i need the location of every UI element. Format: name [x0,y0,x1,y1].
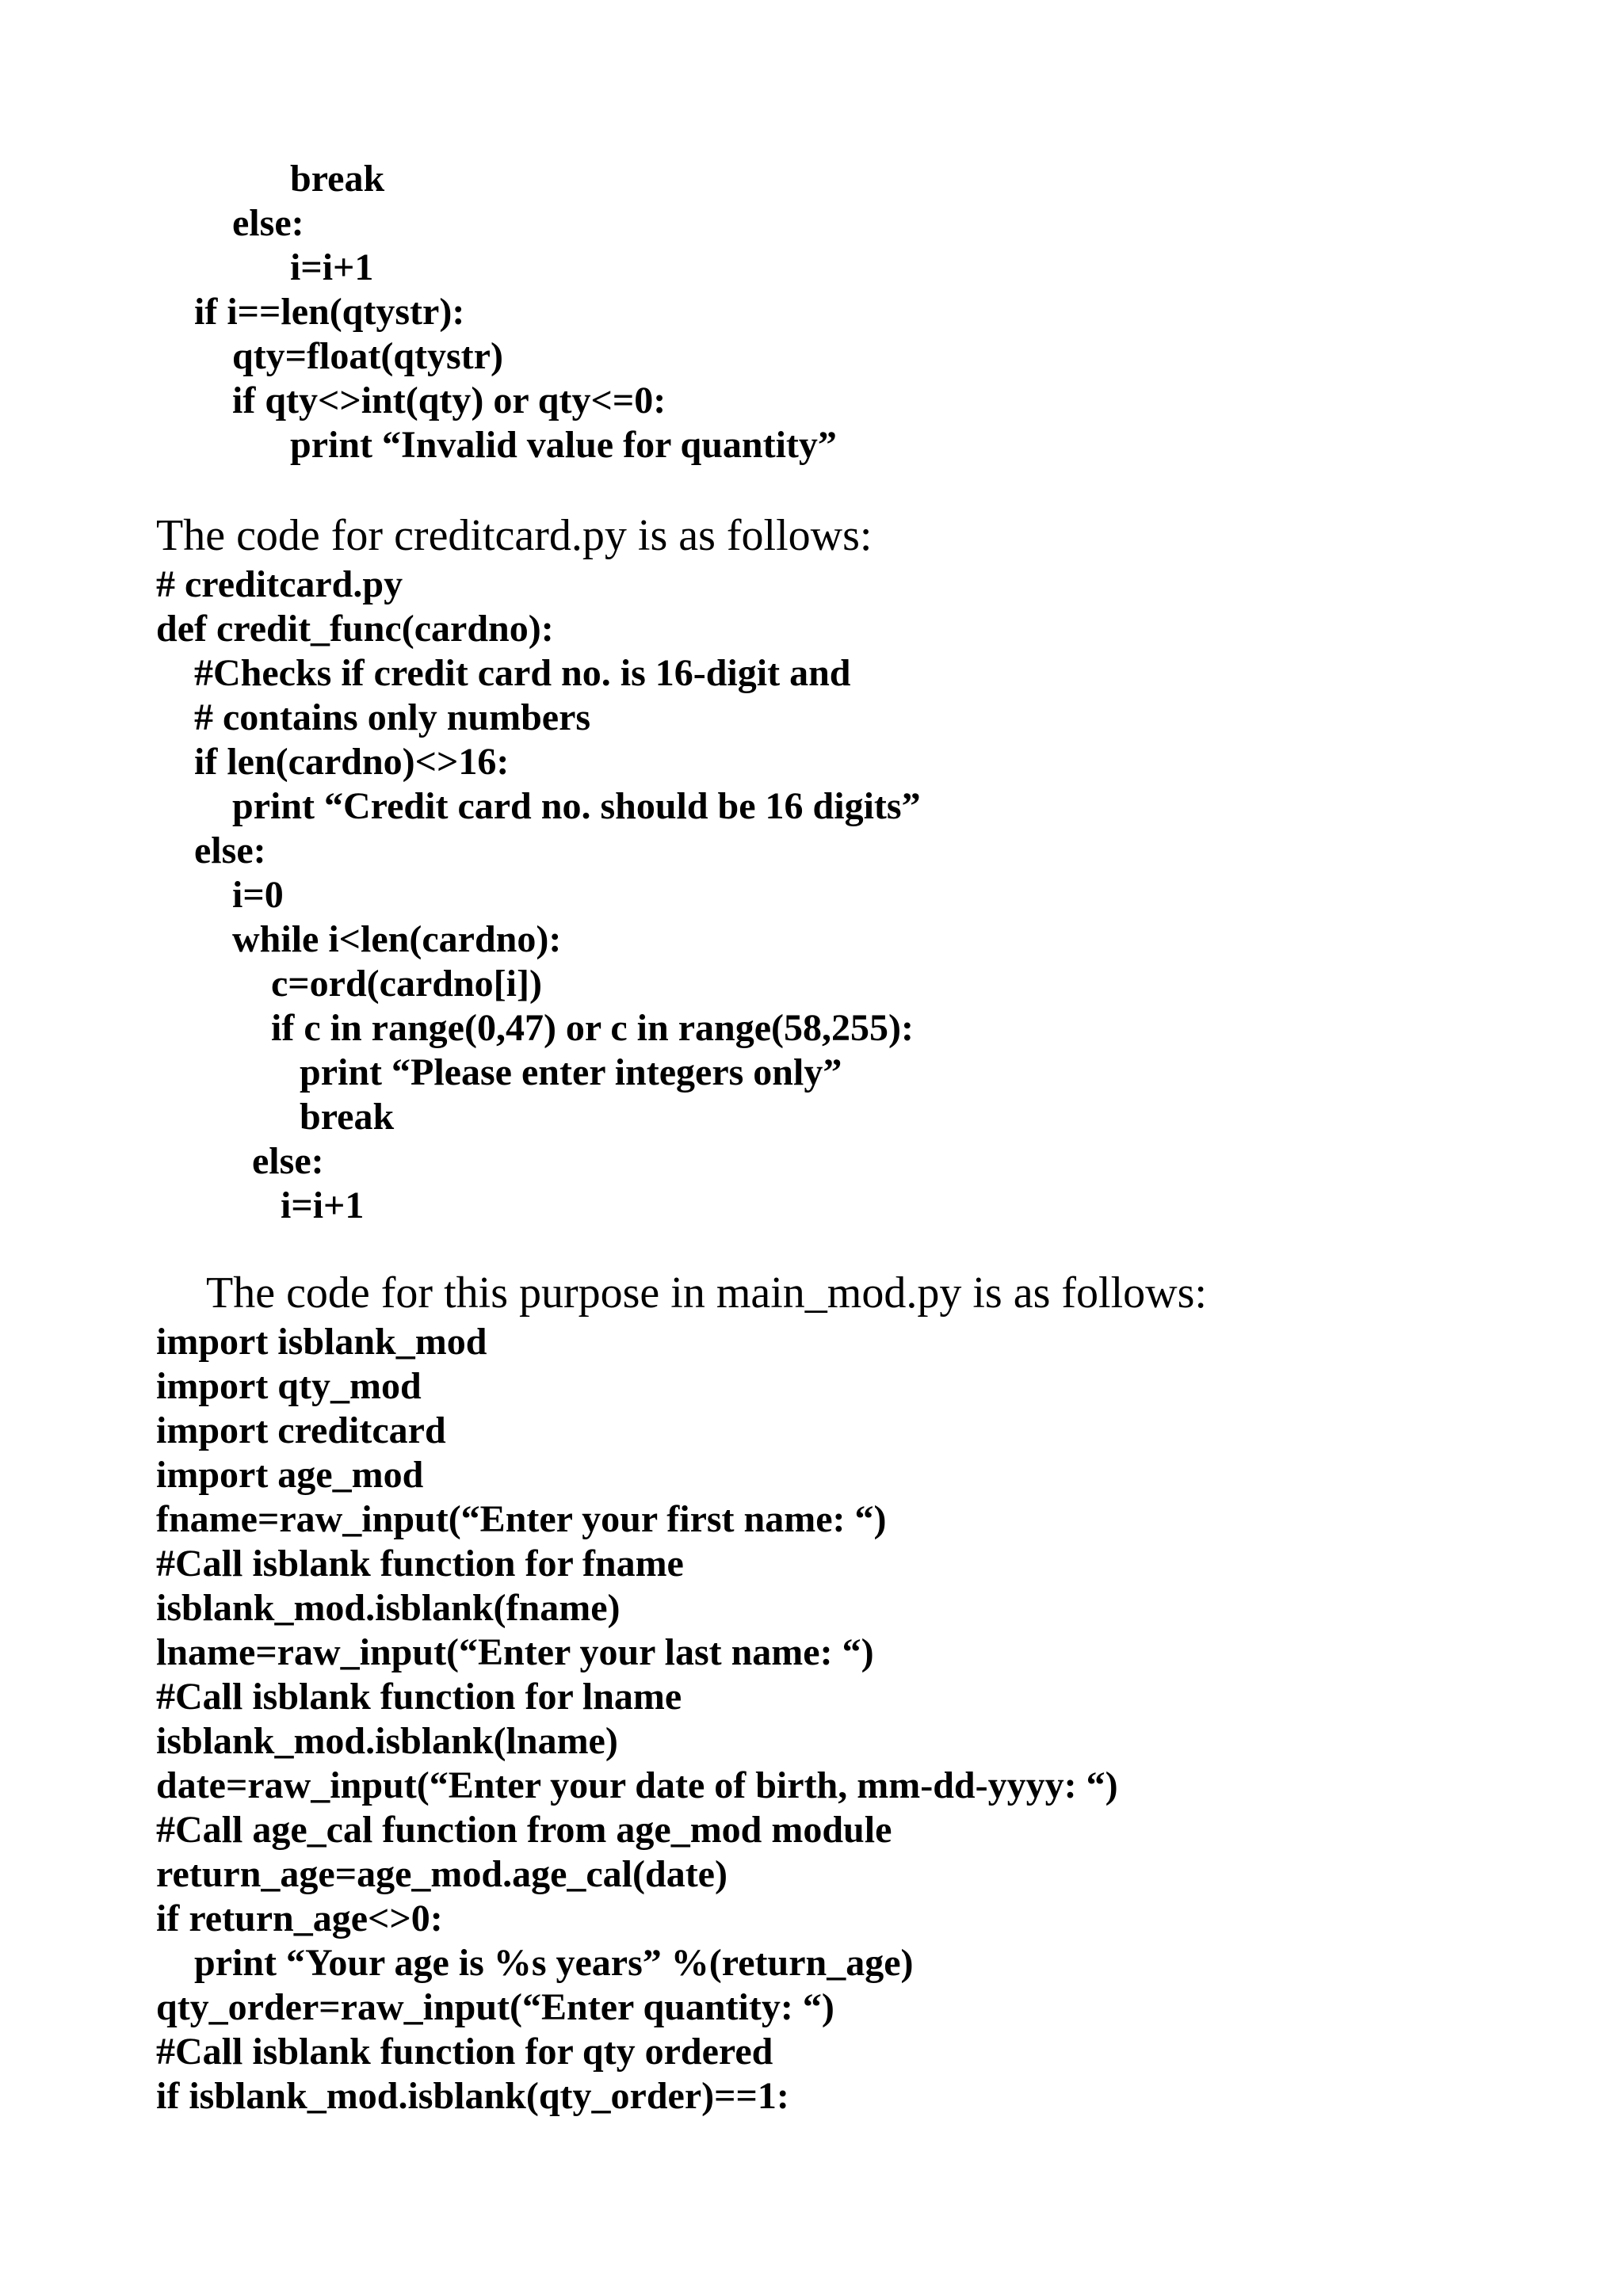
code-line: else: [252,1140,324,1182]
code-line: #Call isblank function for lname [156,1676,682,1718]
code-line: # contains only numbers [194,696,591,738]
code-line: break [300,1096,395,1138]
code-line: if isblank_mod.isblank(qty_order)==1: [156,2075,789,2117]
code-line: def credit_func(cardno): [156,608,554,650]
code-line: #Checks if credit card no. is 16-digit and [194,652,851,694]
code-line: import qty_mod [156,1365,422,1407]
code-line: if len(cardno)<>16: [194,741,510,783]
code-line: #Call isblank function for fname [156,1543,684,1585]
code-line: qty=float(qtystr) [232,335,503,377]
code-line: print “Please enter integers only” [300,1051,842,1093]
code-line: print “Your age is %s years” %(return_age) [194,1942,914,1984]
code-line: print “Invalid value for quantity” [290,424,837,466]
code-line: isblank_mod.isblank(fname) [156,1587,621,1629]
code-line: if qty<>int(qty) or qty<=0: [232,379,666,421]
code-line: else: [232,202,304,244]
code-line: if return_age<>0: [156,1897,443,1939]
code-line: fname=raw_input(“Enter your first name: “) [156,1498,887,1540]
code-line: i=i+1 [281,1184,365,1226]
code-line: print “Credit card no. should be 16 digits” [232,785,921,827]
code-line: import creditcard [156,1409,446,1451]
code-line: else: [194,830,266,871]
section-intro-main-mod: The code for this purpose in main_mod.py is as follows: [206,1268,1207,1318]
code-line: date=raw_input(“Enter your date of birth, mm-dd-yyyy: “) [156,1764,1118,1806]
code-line: if i==len(qtystr): [194,291,465,333]
section-intro-creditcard: The code for creditcard.py is as follows: [156,511,873,560]
code-line: i=0 [232,874,284,916]
code-line: while i<len(cardno): [232,918,562,960]
code-line: c=ord(cardno[i]) [271,963,542,1005]
code-line: if c in range(0,47) or c in range(58,255): [271,1007,914,1049]
code-line: # creditcard.py [156,563,403,605]
code-line: return_age=age_mod.age_cal(date) [156,1853,727,1895]
code-line: import age_mod [156,1454,424,1496]
code-line: break [290,158,385,200]
code-line: #Call age_cal function from age_mod module [156,1809,892,1851]
code-line: qty_order=raw_input(“Enter quantity: “) [156,1986,834,2028]
code-line: import isblank_mod [156,1321,487,1363]
code-line: i=i+1 [290,246,374,288]
code-line: #Call isblank function for qty ordered [156,2031,773,2073]
code-line: lname=raw_input(“Enter your last name: “) [156,1631,874,1673]
code-line: isblank_mod.isblank(lname) [156,1720,618,1762]
